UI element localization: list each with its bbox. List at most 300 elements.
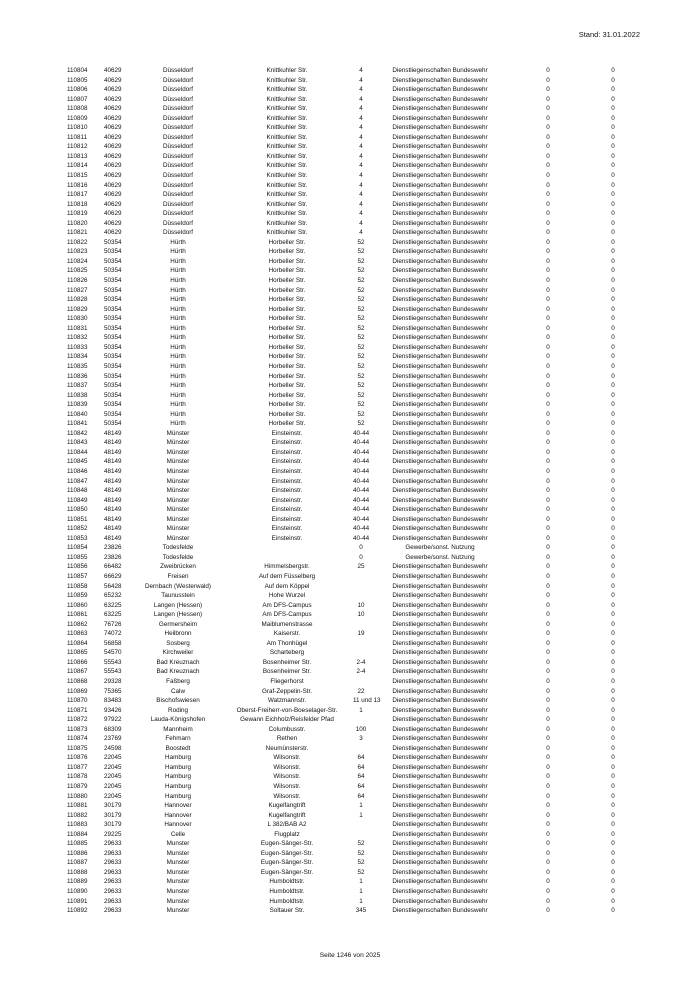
value-2-cell: 0 — [611, 487, 615, 495]
value-1-cell: 0 — [546, 162, 550, 170]
house-number-cell: 52 — [357, 391, 365, 399]
usage-type-cell: Dienstliegenschaften Bundeswehr — [392, 401, 488, 409]
table-row — [0, 877, 700, 887]
row-id-cell: 110890 — [67, 888, 88, 896]
city-cell: Lauda-Königshofen — [150, 716, 206, 724]
table-row — [0, 333, 700, 343]
postal-code-cell: 29633 — [104, 840, 122, 848]
postal-code-cell: 22045 — [104, 763, 122, 771]
usage-type-cell: Dienstliegenschaften Bundeswehr — [392, 277, 488, 285]
value-2-cell: 0 — [611, 114, 615, 122]
value-2-cell: 0 — [611, 907, 615, 915]
house-number-cell: 1 — [359, 802, 363, 810]
usage-type-cell: Dienstliegenschaften Bundeswehr — [392, 467, 488, 475]
usage-type-cell: Dienstliegenschaften Bundeswehr — [392, 305, 488, 313]
row-id-cell: 110818 — [67, 200, 88, 208]
value-1-cell: 0 — [546, 840, 550, 848]
postal-code-cell: 50354 — [104, 401, 122, 409]
city-cell: Todesfelde — [162, 553, 194, 561]
value-2-cell: 0 — [611, 639, 615, 647]
usage-type-cell: Dienstliegenschaften Bundeswehr — [392, 372, 488, 380]
value-2-cell: 0 — [611, 257, 615, 265]
row-id-cell: 110874 — [67, 735, 88, 743]
house-number-cell: 4 — [359, 95, 363, 103]
street-cell: Einsteinstr. — [271, 477, 303, 485]
row-id-cell: 110821 — [67, 229, 88, 237]
table-row — [0, 467, 700, 477]
value-2-cell: 0 — [611, 697, 615, 705]
city-cell: Düsseldorf — [162, 172, 194, 180]
value-1-cell: 0 — [546, 849, 550, 857]
usage-type-cell: Dienstliegenschaften Bundeswehr — [392, 152, 488, 160]
row-id-cell: 110828 — [67, 296, 88, 304]
city-cell: Hürth — [170, 324, 186, 332]
city-cell: Munster — [166, 907, 190, 915]
table-row — [0, 123, 700, 133]
value-2-cell: 0 — [611, 172, 615, 180]
postal-code-cell: 40629 — [104, 133, 122, 141]
table-row — [0, 753, 700, 763]
city-cell: Faßberg — [166, 678, 190, 685]
postal-code-cell: 29633 — [104, 849, 122, 857]
house-number-cell: 40-44 — [353, 448, 370, 456]
value-1-cell: 0 — [546, 649, 550, 657]
street-cell: Einsteinstr. — [271, 458, 303, 466]
value-1-cell: 0 — [546, 773, 550, 781]
table-row — [0, 839, 700, 849]
table-row — [0, 391, 700, 401]
usage-type-cell: Dienstliegenschaften Bundeswehr — [392, 678, 488, 685]
postal-code-cell: 40629 — [104, 86, 122, 94]
value-1-cell: 0 — [546, 611, 550, 619]
value-2-cell: 0 — [611, 735, 615, 743]
value-2-cell: 0 — [611, 763, 615, 771]
postal-code-cell: 40629 — [104, 191, 122, 199]
value-2-cell: 0 — [611, 830, 615, 838]
street-cell: Am Thonhügel — [266, 639, 308, 647]
city-cell: Langen (Hessen) — [153, 611, 203, 619]
row-id-cell: 110839 — [67, 401, 88, 409]
table-row — [0, 782, 700, 792]
usage-type-cell: Dienstliegenschaften Bundeswehr — [392, 172, 488, 180]
postal-code-cell: 22045 — [104, 792, 122, 800]
street-cell: Horbeller Str. — [268, 305, 306, 313]
value-1-cell: 0 — [546, 792, 550, 800]
value-1-cell: 0 — [546, 343, 550, 351]
city-cell: Hürth — [170, 305, 186, 313]
city-cell: Düsseldorf — [162, 143, 194, 151]
house-number-cell: 345 — [355, 907, 367, 915]
value-2-cell: 0 — [611, 95, 615, 103]
usage-type-cell: Dienstliegenschaften Bundeswehr — [392, 611, 488, 619]
house-number-cell: 4 — [359, 114, 363, 122]
usage-type-cell: Dienstliegenschaften Bundeswehr — [392, 458, 488, 466]
street-cell: Einsteinstr. — [271, 515, 303, 523]
postal-code-cell: 66482 — [104, 563, 122, 571]
row-id-cell: 110857 — [67, 572, 88, 580]
city-cell: Hürth — [170, 257, 186, 265]
postal-code-cell: 76726 — [104, 620, 122, 628]
table-row — [0, 419, 700, 429]
usage-type-cell: Dienstliegenschaften Bundeswehr — [392, 210, 488, 218]
value-2-cell: 0 — [611, 105, 615, 113]
value-2-cell: 0 — [611, 754, 615, 762]
table-row — [0, 639, 700, 649]
city-cell: Hürth — [170, 267, 186, 275]
value-2-cell: 0 — [611, 649, 615, 657]
street-cell: Wilsonstr. — [273, 773, 301, 781]
value-1-cell: 0 — [546, 506, 550, 514]
postal-code-cell: 40629 — [104, 105, 122, 113]
street-cell: Einsteinstr. — [271, 506, 303, 514]
value-1-cell: 0 — [546, 114, 550, 122]
value-1-cell: 0 — [546, 152, 550, 160]
city-cell: Munster — [166, 859, 190, 867]
row-id-cell: 110845 — [67, 458, 88, 466]
postal-code-cell: 50354 — [104, 248, 122, 256]
value-2-cell: 0 — [611, 534, 615, 542]
usage-type-cell: Dienstliegenschaften Bundeswehr — [392, 849, 488, 857]
value-1-cell: 0 — [546, 67, 550, 74]
usage-type-cell: Dienstliegenschaften Bundeswehr — [392, 496, 488, 504]
usage-type-cell: Dienstliegenschaften Bundeswehr — [392, 324, 488, 332]
value-1-cell: 0 — [546, 143, 550, 151]
value-2-cell: 0 — [611, 496, 615, 504]
value-1-cell: 0 — [546, 286, 550, 294]
city-cell: Munster — [166, 868, 190, 876]
city-cell: Münster — [166, 515, 190, 523]
usage-type-cell: Dienstliegenschaften Bundeswehr — [392, 572, 488, 580]
table-row — [0, 734, 700, 744]
postal-code-cell: 30179 — [104, 811, 122, 819]
row-id-cell: 110866 — [67, 658, 88, 666]
table-row — [0, 85, 700, 95]
usage-type-cell: Dienstliegenschaften Bundeswehr — [392, 95, 488, 103]
row-id-cell: 110835 — [67, 362, 88, 370]
value-2-cell: 0 — [611, 563, 615, 571]
usage-type-cell: Dienstliegenschaften Bundeswehr — [392, 86, 488, 94]
usage-type-cell: Dienstliegenschaften Bundeswehr — [392, 124, 488, 132]
value-1-cell: 0 — [546, 305, 550, 313]
value-1-cell: 0 — [546, 296, 550, 304]
table-row — [0, 496, 700, 506]
postal-code-cell: 50354 — [104, 238, 122, 246]
usage-type-cell: Dienstliegenschaften Bundeswehr — [392, 763, 488, 771]
city-cell: Hürth — [170, 401, 186, 409]
street-cell: Horbeller Str. — [268, 372, 306, 380]
value-2-cell: 0 — [611, 143, 615, 151]
value-1-cell: 0 — [546, 467, 550, 475]
usage-type-cell: Dienstliegenschaften Bundeswehr — [392, 649, 488, 657]
value-1-cell: 0 — [546, 382, 550, 390]
row-id-cell: 110815 — [67, 172, 88, 180]
usage-type-cell: Dienstliegenschaften Bundeswehr — [392, 515, 488, 523]
postal-code-cell: 50354 — [104, 324, 122, 332]
usage-type-cell: Dienstliegenschaften Bundeswehr — [392, 582, 488, 590]
table-row — [0, 811, 700, 821]
postal-code-cell: 50354 — [104, 391, 122, 399]
row-id-cell: 110856 — [67, 563, 88, 571]
table-row — [0, 429, 700, 439]
value-1-cell: 0 — [546, 86, 550, 94]
table-row — [0, 696, 700, 706]
postal-code-cell: 29633 — [104, 907, 122, 915]
row-id-cell: 110862 — [67, 620, 88, 628]
value-1-cell: 0 — [546, 763, 550, 771]
table-row — [0, 553, 700, 563]
table-row — [0, 181, 700, 191]
table-row — [0, 629, 700, 639]
value-1-cell: 0 — [546, 811, 550, 819]
street-cell: Einsteinstr. — [271, 525, 303, 533]
value-2-cell: 0 — [611, 429, 615, 437]
usage-type-cell: Dienstliegenschaften Bundeswehr — [392, 238, 488, 246]
value-2-cell: 0 — [611, 467, 615, 475]
postal-code-cell: 48149 — [104, 467, 122, 475]
street-cell: Soltauer Str. — [269, 907, 305, 915]
row-id-cell: 110808 — [67, 105, 88, 113]
table-row — [0, 66, 700, 76]
row-id-cell: 110879 — [67, 783, 88, 791]
row-id-cell: 110869 — [67, 687, 88, 695]
row-id-cell: 110822 — [67, 238, 88, 246]
house-number-cell: 40-44 — [353, 506, 370, 514]
table-row — [0, 324, 700, 334]
house-number-cell: 10 — [357, 611, 365, 619]
usage-type-cell: Dienstliegenschaften Bundeswehr — [392, 773, 488, 781]
table-row — [0, 209, 700, 219]
postal-code-cell: 40629 — [104, 172, 122, 180]
house-number-cell: 4 — [359, 67, 363, 74]
value-1-cell: 0 — [546, 725, 550, 733]
city-cell: Calw — [171, 687, 185, 695]
street-cell: Bosenheimer Str. — [262, 658, 312, 666]
usage-type-cell: Dienstliegenschaften Bundeswehr — [392, 811, 488, 819]
table-row — [0, 448, 700, 458]
value-1-cell: 0 — [546, 744, 550, 752]
city-cell: Münster — [166, 525, 190, 533]
usage-type-cell: Dienstliegenschaften Bundeswehr — [392, 668, 488, 676]
row-id-cell: 110884 — [67, 830, 88, 838]
house-number-cell: 4 — [359, 143, 363, 151]
city-cell: Sosberg — [166, 639, 190, 647]
city-cell: Hamburg — [165, 792, 191, 800]
postal-code-cell: 48149 — [104, 506, 122, 514]
row-id-cell: 110877 — [67, 763, 88, 771]
value-1-cell: 0 — [546, 572, 550, 580]
city-cell: Münster — [166, 467, 190, 475]
table-row — [0, 591, 700, 601]
house-number-cell: 52 — [357, 324, 365, 332]
street-cell: Am DFS-Campus — [262, 611, 312, 619]
value-1-cell: 0 — [546, 105, 550, 113]
city-cell: Düsseldorf — [162, 210, 194, 218]
value-1-cell: 0 — [546, 429, 550, 437]
row-id-cell: 110806 — [67, 86, 88, 94]
street-cell: Horbeller Str. — [268, 420, 306, 428]
value-1-cell: 0 — [546, 238, 550, 246]
value-2-cell: 0 — [611, 343, 615, 351]
value-2-cell: 0 — [611, 582, 615, 590]
city-cell: Langen (Hessen) — [153, 601, 203, 609]
postal-code-cell: 63225 — [104, 601, 122, 609]
house-number-cell: 64 — [357, 783, 365, 791]
city-cell: Mannheim — [163, 725, 193, 733]
city-cell: Bad Kreuznach — [156, 658, 200, 666]
street-cell: Kaiserstr. — [273, 630, 301, 638]
table-row — [0, 190, 700, 200]
table-row — [0, 524, 700, 534]
value-1-cell: 0 — [546, 219, 550, 227]
city-cell: Düsseldorf — [162, 191, 194, 199]
postal-code-cell: 97922 — [104, 716, 122, 724]
row-id-cell: 110867 — [67, 668, 88, 676]
city-cell: Hannover — [164, 821, 192, 829]
table-row — [0, 400, 700, 410]
row-id-cell: 110888 — [67, 868, 88, 876]
city-cell: Münster — [166, 458, 190, 466]
table-row — [0, 601, 700, 611]
usage-type-cell: Dienstliegenschaften Bundeswehr — [392, 830, 488, 838]
house-number-cell: 1 — [359, 878, 363, 886]
value-1-cell: 0 — [546, 248, 550, 256]
value-1-cell: 0 — [546, 821, 550, 829]
street-cell: Einsteinstr. — [271, 429, 303, 437]
city-cell: Hannover — [164, 802, 192, 810]
street-cell: Auf dem Köppel — [264, 582, 310, 590]
street-cell: Knittkuhler Str. — [266, 114, 308, 122]
postal-code-cell: 29633 — [104, 859, 122, 867]
postal-code-cell: 93426 — [104, 706, 122, 714]
house-number-cell: 52 — [357, 277, 365, 285]
value-2-cell: 0 — [611, 506, 615, 514]
row-id-cell: 110885 — [67, 840, 88, 848]
value-1-cell: 0 — [546, 534, 550, 542]
city-cell: Todesfelde — [162, 544, 194, 552]
street-cell: Horbeller Str. — [268, 248, 306, 256]
city-cell: Münster — [166, 487, 190, 495]
table-row — [0, 238, 700, 248]
street-cell: Knittkuhler Str. — [266, 124, 308, 132]
row-id-cell: 110883 — [67, 821, 88, 829]
table-row — [0, 515, 700, 525]
postal-code-cell: 40629 — [104, 200, 122, 208]
value-1-cell: 0 — [546, 496, 550, 504]
row-id-cell: 110863 — [67, 630, 88, 638]
value-2-cell: 0 — [611, 362, 615, 370]
value-2-cell: 0 — [611, 382, 615, 390]
value-2-cell: 0 — [611, 811, 615, 819]
street-cell: Knittkuhler Str. — [266, 191, 308, 199]
row-id-cell: 110887 — [67, 859, 88, 867]
row-id-cell: 110858 — [67, 582, 88, 590]
usage-type-cell: Dienstliegenschaften Bundeswehr — [392, 353, 488, 361]
row-id-cell: 110861 — [67, 611, 88, 619]
house-number-cell: 40-44 — [353, 525, 370, 533]
house-number-cell: 1 — [359, 811, 363, 819]
table-row — [0, 257, 700, 267]
house-number-cell: 4 — [359, 105, 363, 113]
table-row — [0, 897, 700, 907]
row-id-cell: 110854 — [67, 544, 88, 552]
city-cell: Düsseldorf — [162, 219, 194, 227]
value-2-cell: 0 — [611, 238, 615, 246]
usage-type-cell: Dienstliegenschaften Bundeswehr — [392, 687, 488, 695]
table-row — [0, 763, 700, 773]
house-number-cell: 100 — [355, 725, 367, 733]
row-id-cell: 110844 — [67, 448, 88, 456]
postal-code-cell: 55543 — [104, 668, 122, 676]
table-row — [0, 620, 700, 630]
postal-code-cell: 22045 — [104, 783, 122, 791]
usage-type-cell: Dienstliegenschaften Bundeswehr — [392, 133, 488, 141]
postal-code-cell: 40629 — [104, 114, 122, 122]
value-2-cell: 0 — [611, 67, 615, 74]
value-1-cell: 0 — [546, 830, 550, 838]
value-1-cell: 0 — [546, 420, 550, 428]
usage-type-cell: Dienstliegenschaften Bundeswehr — [392, 897, 488, 905]
street-cell: Auf dem Füsselberg — [258, 572, 316, 580]
postal-code-cell: 29633 — [104, 878, 122, 886]
house-number-cell: 10 — [357, 601, 365, 609]
house-number-cell: 52 — [357, 257, 365, 265]
city-cell: Düsseldorf — [162, 162, 194, 170]
usage-type-cell: Gewerbe/sonst. Nutzung — [405, 553, 475, 561]
table-row — [0, 820, 700, 830]
street-cell: Knittkuhler Str. — [266, 200, 308, 208]
row-id-cell: 110830 — [67, 315, 88, 323]
table-row — [0, 801, 700, 811]
value-2-cell: 0 — [611, 324, 615, 332]
house-number-cell: 3 — [359, 735, 363, 743]
row-id-cell: 110807 — [67, 95, 88, 103]
street-cell: Knittkuhler Str. — [266, 67, 308, 74]
usage-type-cell: Dienstliegenschaften Bundeswehr — [392, 420, 488, 428]
table-row — [0, 849, 700, 859]
house-number-cell: 11 und 13 — [353, 697, 381, 705]
usage-type-cell: Dienstliegenschaften Bundeswehr — [392, 229, 488, 237]
row-id-cell: 110882 — [67, 811, 88, 819]
house-number-cell: 40-44 — [353, 429, 370, 437]
city-cell: Freisen — [167, 572, 189, 580]
postal-code-cell: 24598 — [104, 744, 122, 752]
street-cell: Horbeller Str. — [268, 286, 306, 294]
row-id-cell: 110826 — [67, 277, 88, 285]
row-id-cell: 110811 — [67, 133, 88, 141]
postal-code-cell: 29633 — [104, 868, 122, 876]
row-id-cell: 110832 — [67, 334, 88, 342]
city-cell: Hürth — [170, 343, 186, 351]
row-id-cell: 110805 — [67, 76, 88, 84]
postal-code-cell: 74072 — [104, 630, 122, 638]
postal-code-cell: 48149 — [104, 534, 122, 542]
street-cell: Horbeller Str. — [268, 257, 306, 265]
table-row — [0, 906, 700, 916]
value-2-cell: 0 — [611, 410, 615, 418]
house-number-cell: 4 — [359, 76, 363, 84]
postal-code-cell: 40629 — [104, 210, 122, 218]
value-1-cell: 0 — [546, 277, 550, 285]
postal-code-cell: 29328 — [104, 678, 122, 685]
table-row — [0, 457, 700, 467]
value-1-cell: 0 — [546, 353, 550, 361]
city-cell: Hürth — [170, 362, 186, 370]
usage-type-cell: Dienstliegenschaften Bundeswehr — [392, 219, 488, 227]
usage-type-cell: Dienstliegenschaften Bundeswehr — [392, 878, 488, 886]
value-1-cell: 0 — [546, 95, 550, 103]
city-cell: Münster — [166, 496, 190, 504]
street-cell: Einsteinstr. — [271, 496, 303, 504]
